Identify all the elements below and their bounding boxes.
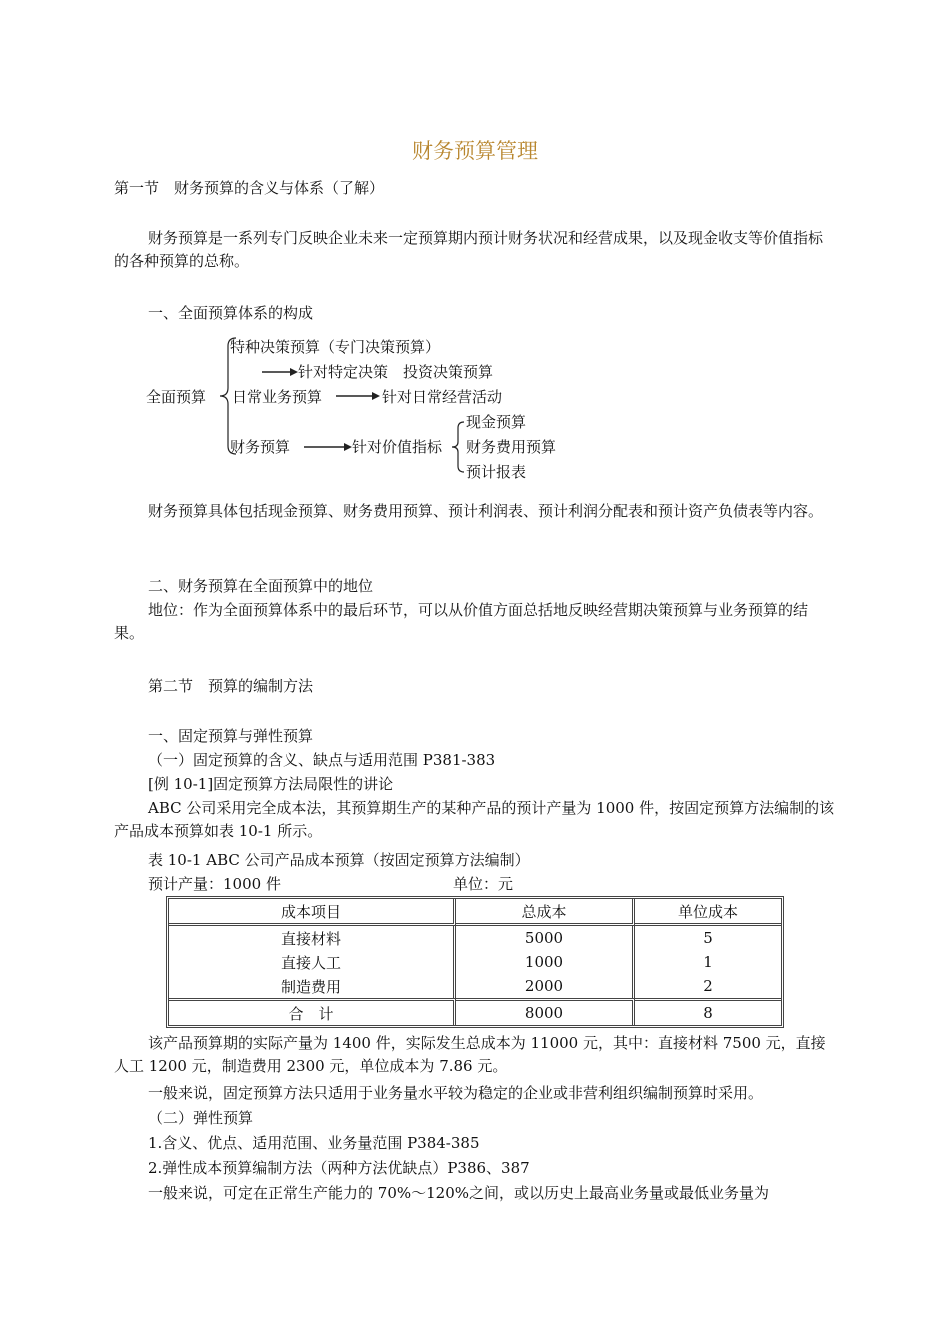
diagram-leaf-cash: 现金预算 (466, 413, 527, 431)
paragraph-contents: 财务预算具体包括现金预算、财务费用预算、预计利润表、预计利润分配表和预计资产负债表等内容。 (148, 502, 824, 520)
table-total-cell: 合 计 (169, 998, 456, 1025)
table-header-row (169, 899, 781, 926)
table-total-row (169, 998, 781, 1025)
diagram-branch-special: 特种决策预算（专门决策预算） (230, 338, 441, 356)
table-row (169, 950, 781, 974)
table-cell: 2000 (456, 974, 635, 998)
diagram-leaf-expense: 财务费用预算 (466, 438, 557, 456)
diagram-leaf-statements: 预计报表 (466, 463, 527, 481)
item-flexible-budget: （二）弹性预算 (148, 1109, 254, 1127)
diagram-branch-financial-target: 针对价值指标 (352, 438, 443, 456)
diagram-branch-financial: 财务预算 (230, 438, 291, 456)
table-cell: 直接人工 (169, 950, 456, 974)
table-cell: 制造费用 (169, 974, 456, 998)
paragraph-definition: 财务预算是一系列专门反映企业未来一定预算期内预计财务状况和经营成果，以及现金收支等价值指标的各种预算的总称。 (114, 229, 824, 270)
cost-budget-table (166, 896, 784, 1028)
page-title: 财务预算管理 (412, 139, 538, 163)
table-cell: 2 (703, 977, 713, 995)
section-1-heading: 第一节 财务预算的含义与体系（了解） (114, 179, 385, 197)
table-row (169, 926, 781, 950)
example-heading: [例 10-1]固定预算方法局限性的讲论 (148, 775, 394, 793)
paragraph-abc: ABC 公司采用完全成本法，其预算期生产的某种产品的预计产量为 1000 件，按固定预算方法编制的该产品成本预算如表 10-1 所示。 (114, 799, 835, 840)
diagram-branch-daily-target: 针对日常经营活动 (382, 388, 503, 406)
item-fixed-budget: （一）固定预算的含义、缺点与适用范围 P381-383 (148, 751, 496, 769)
table-meta-unit: 单位：元 (453, 875, 514, 893)
paragraph-position: 地位：作为全面预算体系中的最后环节，可以从价值方面总括地反映经营期决策预算与业务预算的结果。 (114, 601, 809, 642)
subheading-fixed-flexible: 一、固定预算与弹性预算 (148, 727, 314, 745)
subheading-position: 二、财务预算在全面预算中的地位 (148, 577, 374, 595)
paragraph-general: 一般来说，固定预算方法只适用于业务量水平较为稳定的企业或非营利组织编制预算时采用。 (148, 1084, 764, 1102)
diagram-root: 全面预算 (146, 388, 207, 406)
table-cell: 1 (703, 953, 713, 971)
table-cell: 直接材料 (169, 926, 456, 950)
table-cell: 5000 (456, 926, 635, 950)
table-cell: 5 (703, 929, 713, 947)
paragraph-actual: 该产品预算期的实际产量为 1400 件，实际发生总成本为 11000 元，其中：直接材料 7500 元，直接人工 1200 元，制造费用 2300 元，单位成本为 7.86 元。 (114, 1034, 826, 1075)
table-meta-quantity: 预计产量：1000 件 (148, 875, 281, 893)
table-total-cell: 8 (635, 998, 781, 1025)
table-header-cell: 成本项目 (169, 899, 456, 926)
diagram-branch-special-target: 针对特定决策 投资决策预算 (298, 363, 494, 381)
table-caption: 表 10-1 ABC 公司产品成本预算（按固定预算方法编制） (148, 851, 530, 869)
table-cell: 1000 (456, 950, 635, 974)
table-row (169, 974, 781, 998)
item-flexible-2: 2.弹性成本预算编制方法（两种方法优缺点）P386、387 (148, 1159, 530, 1177)
diagram-branch-daily: 日常业务预算 (232, 388, 323, 406)
subheading-system-structure: 一、全面预算体系的构成 (148, 304, 314, 322)
table-header-cell: 单位成本 (635, 899, 781, 926)
budget-system-diagram (140, 330, 600, 490)
table-total-cell: 8000 (456, 998, 635, 1025)
item-flexible-1: 1.含义、优点、适用范围、业务量范围 P384-385 (148, 1134, 480, 1152)
table-header-cell: 总成本 (456, 899, 635, 926)
section-2-heading: 第二节 预算的编制方法 (148, 677, 314, 695)
paragraph-last: 一般来说，可定在正常生产能力的 70%～120%之间，或以历史上最高业务量或最低业务量为 (148, 1184, 769, 1202)
